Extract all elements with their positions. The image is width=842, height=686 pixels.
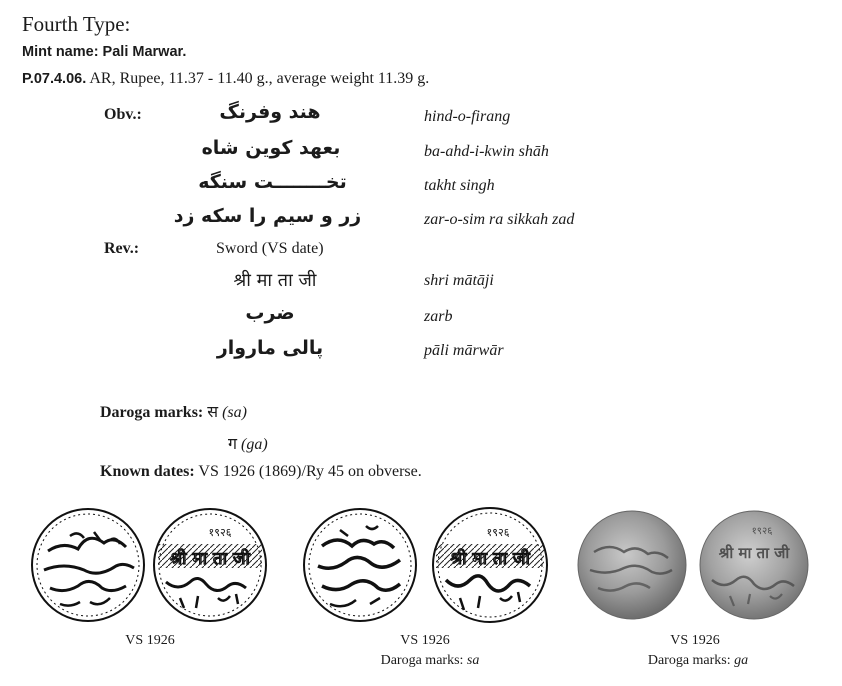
coin-2-reverse xyxy=(433,508,547,622)
coin-subcaption-2-mark: sa xyxy=(466,653,480,668)
coin-1-date: १९२६ xyxy=(208,526,232,539)
obverse-line-2: بعهد كوين شاه xyxy=(201,137,341,159)
catalog-description: AR, Rupee, 11.37 - 11.40 g., average weight 11.39 g. xyxy=(86,70,430,87)
coin-caption-2: VS 1926 xyxy=(400,633,450,648)
obverse-line-3: تخــــــــت سنگه xyxy=(198,171,347,193)
mint-name: Mint name: Pali Marwar. xyxy=(22,44,187,60)
coin-2-obverse xyxy=(304,509,416,621)
page-title: Fourth Type: xyxy=(22,12,131,36)
coin-1-reverse-inscription: श्री मा ता जी xyxy=(170,549,250,569)
obverse-label: Obv.: xyxy=(104,106,142,123)
reverse-translit-3: pāli mārwār xyxy=(424,342,504,359)
reverse-line-3: پالى ماروار xyxy=(216,337,324,359)
reverse-translit-2: zarb xyxy=(424,308,453,325)
coin-3-obverse xyxy=(578,511,686,619)
reverse-translit-1: shri mātāji xyxy=(424,272,494,289)
coin-caption-3: VS 1926 xyxy=(670,633,720,648)
daroga-mark-sa: स xyxy=(207,402,219,421)
coin-2-reverse-inscription: श्री मा ता जी xyxy=(450,549,530,569)
known-dates-value: VS 1926 (1869)/Ry 45 on obverse. xyxy=(194,463,422,480)
daroga-mark-sa-translit: (sa) xyxy=(222,404,247,421)
coin-subcaption-2 xyxy=(360,653,500,669)
coin-subcaption-3-label: Daroga marks: xyxy=(647,653,735,668)
catalog-code: P.07.4.06. xyxy=(22,71,87,87)
coin-1-obverse xyxy=(32,509,144,621)
coin-caption-1: VS 1926 xyxy=(125,633,175,648)
reverse-label: Rev.: xyxy=(104,240,140,257)
coin-subcaption-3-mark: ga xyxy=(734,653,749,668)
obverse-line-4: زر و سيم را سكه زد xyxy=(173,205,362,227)
coin-3-reverse xyxy=(700,511,808,619)
daroga-label: Daroga marks: xyxy=(100,404,204,421)
daroga-marks-line xyxy=(100,400,247,422)
catalog-line xyxy=(22,70,429,88)
reverse-line-2: ضرب xyxy=(245,302,295,324)
coin-image-2 xyxy=(300,506,552,624)
obverse-translit-3: takht singh xyxy=(424,177,495,194)
coin-3-reverse-inscription: श्री मा ता जी xyxy=(718,544,790,562)
obverse-translit-4: zar-o-sim ra sikkah zad xyxy=(424,211,575,228)
daroga-mark-ga-translit: (ga) xyxy=(241,436,268,453)
obverse-translit-2: ba-ahd-i-kwin shāh xyxy=(424,143,549,160)
known-dates-line xyxy=(100,463,422,481)
coin-3-date: १९२६ xyxy=(751,526,773,537)
reverse-sword: Sword (VS date) xyxy=(216,240,324,257)
coin-image-3 xyxy=(574,508,814,622)
daroga-mark-ga: ग xyxy=(228,434,238,453)
coin-1-reverse xyxy=(154,509,266,621)
coin-image-1 xyxy=(30,506,270,624)
coin-subcaption-2-label: Daroga marks: xyxy=(380,653,467,668)
known-dates-label: Known dates: xyxy=(100,463,195,480)
coin-2-date: १९२६ xyxy=(486,526,510,539)
obverse-line-1: هند وفرنگ xyxy=(219,101,321,123)
coin-subcaption-3 xyxy=(628,653,768,669)
obverse-translit-1: hind-o-firang xyxy=(424,108,511,125)
reverse-line-1: श्री मा ता जी xyxy=(233,270,317,291)
daroga-marks-line-2 xyxy=(228,432,268,454)
